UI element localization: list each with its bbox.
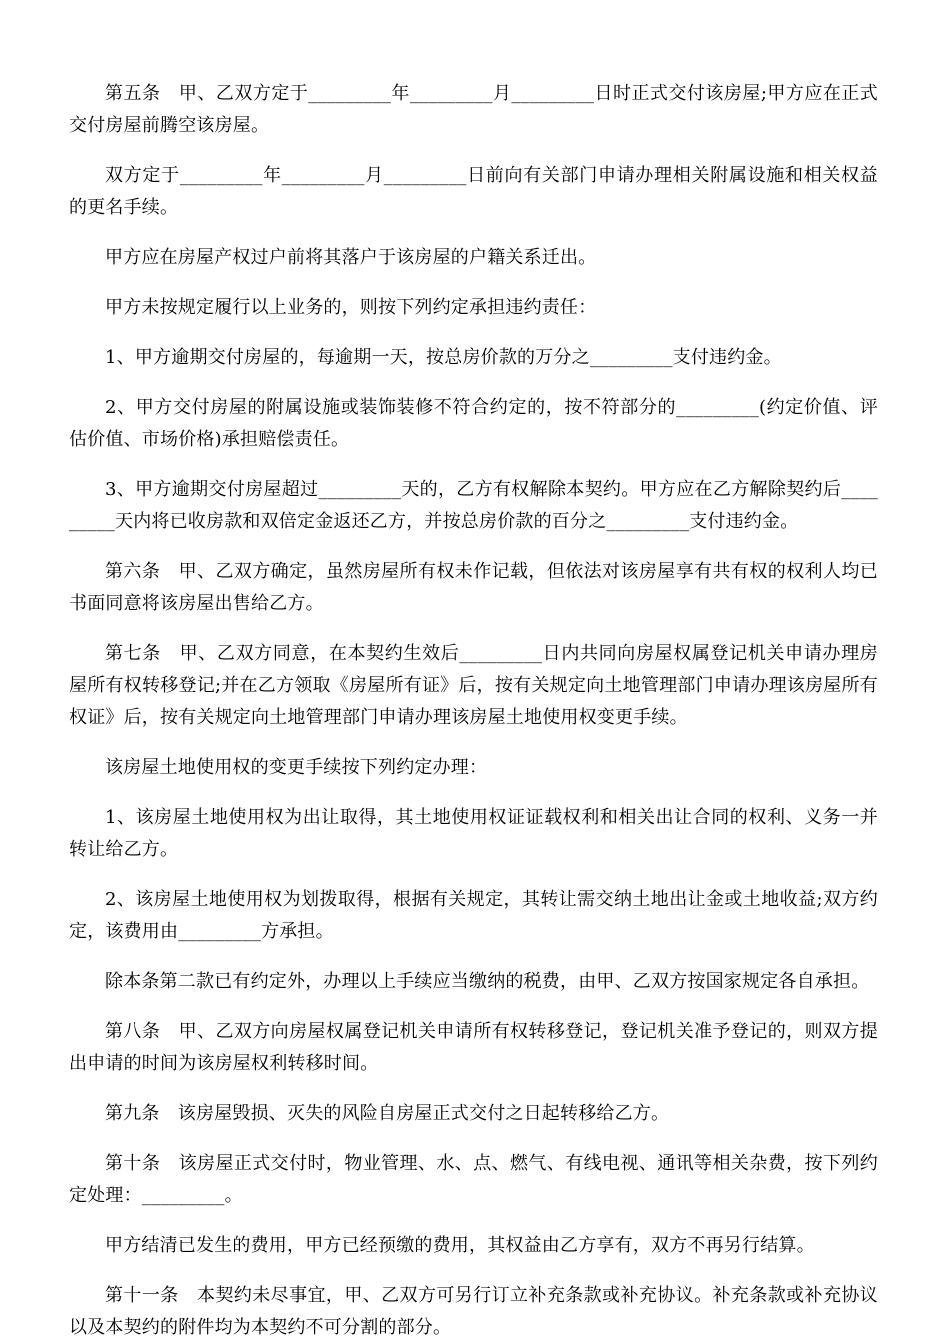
liability-item-2: 2、甲方交付房屋的附属设施或装饰装修不符合约定的，按不符部分的_________(约定价值、评估价值、市场价格)承担赔偿责任。 xyxy=(69,397,878,450)
liability-item-3: 3、甲方逾期交付房屋超过_________天的，乙方有权解除本契约。甲方应在乙方解除契约后_________天内将已收房款和双倍定金返还乙方，并按总房价款的百分之_________支付违约金。 xyxy=(69,479,878,532)
article-10-paragraph: 第十条 该房屋正式交付时，物业管理、水、点、燃气、有线电视、通讯等相关杂费，按下列约定处理：_________。 xyxy=(69,1153,878,1206)
land-use-item-1: 1、该房屋土地使用权为出让取得，其土地使用权证证载权利和相关出让合同的权利、义务一并转让给乙方。 xyxy=(69,807,878,860)
rename-procedure-paragraph: 双方定于_________年_________月_________日前向有关部门申请办理相关附属设施和相关权益的更名手续。 xyxy=(69,165,878,218)
article-9-paragraph: 第九条 该房屋毁损、灭失的风险自房屋正式交付之日起转移给乙方。 xyxy=(105,1103,670,1124)
liability-intro-paragraph: 甲方未按规定履行以上业务的，则按下列约定承担违约责任： xyxy=(105,297,597,318)
article-6-paragraph: 第六条 甲、乙双方确定，虽然房屋所有权未作记载，但依法对该房屋享有共有权的权利人均已书面同意将该房屋出售给乙方。 xyxy=(69,561,878,614)
article-11-paragraph: 第十一条 本契约未尽事宜，甲、乙双方可另行订立补充条款或补充协议。补充条款或补充协议以及本契约的附件均为本契约不可分割的部分。 xyxy=(69,1285,878,1338)
liability-item-1: 1、甲方逾期交付房屋的，每逾期一天，按总房价款的万分之_________支付违约金。 xyxy=(105,347,782,368)
land-use-item-2: 2、该房屋土地使用权为划拨取得，根据有关规定，其转让需交纳土地出让金或土地收益;双方约定，该费用由_________方承担。 xyxy=(69,889,878,942)
article-5-paragraph: 第五条 甲、乙双方定于_________年_________月_________日时正式交付该房屋;甲方应在正式交付房屋前腾空该房屋。 xyxy=(69,83,878,136)
article-8-paragraph: 第八条 甲、乙双方向房屋权属登记机关申请所有权转移登记，登记机关准予登记的，则双方提出申请的时间为该房屋权利转移时间。 xyxy=(69,1021,878,1074)
household-registration-paragraph: 甲方应在房屋产权过户前将其落户于该房屋的户籍关系迁出。 xyxy=(105,247,597,268)
tax-paragraph: 除本条第二款已有约定外，办理以上手续应当缴纳的税费，由甲、乙双方按国家规定各自承担。 xyxy=(105,971,870,992)
fee-settlement-paragraph: 甲方结清已发生的费用，甲方已经预缴的费用，其权益由乙方享有，双方不再另行结算。 xyxy=(105,1235,815,1256)
article-7-paragraph: 第七条 甲、乙双方同意，在本契约生效后_________日内共同向房屋权属登记机关申请办理房屋所有权转移登记;并在乙方领取《房屋所有证》后，按有关规定向土地管理部门申请办理该房屋所有权证》后，按有关规定向土地管理部门申请办理该房屋土地使用权变更手续。 xyxy=(69,643,878,728)
land-use-intro-paragraph: 该房屋土地使用权的变更手续按下列约定办理： xyxy=(105,757,488,778)
